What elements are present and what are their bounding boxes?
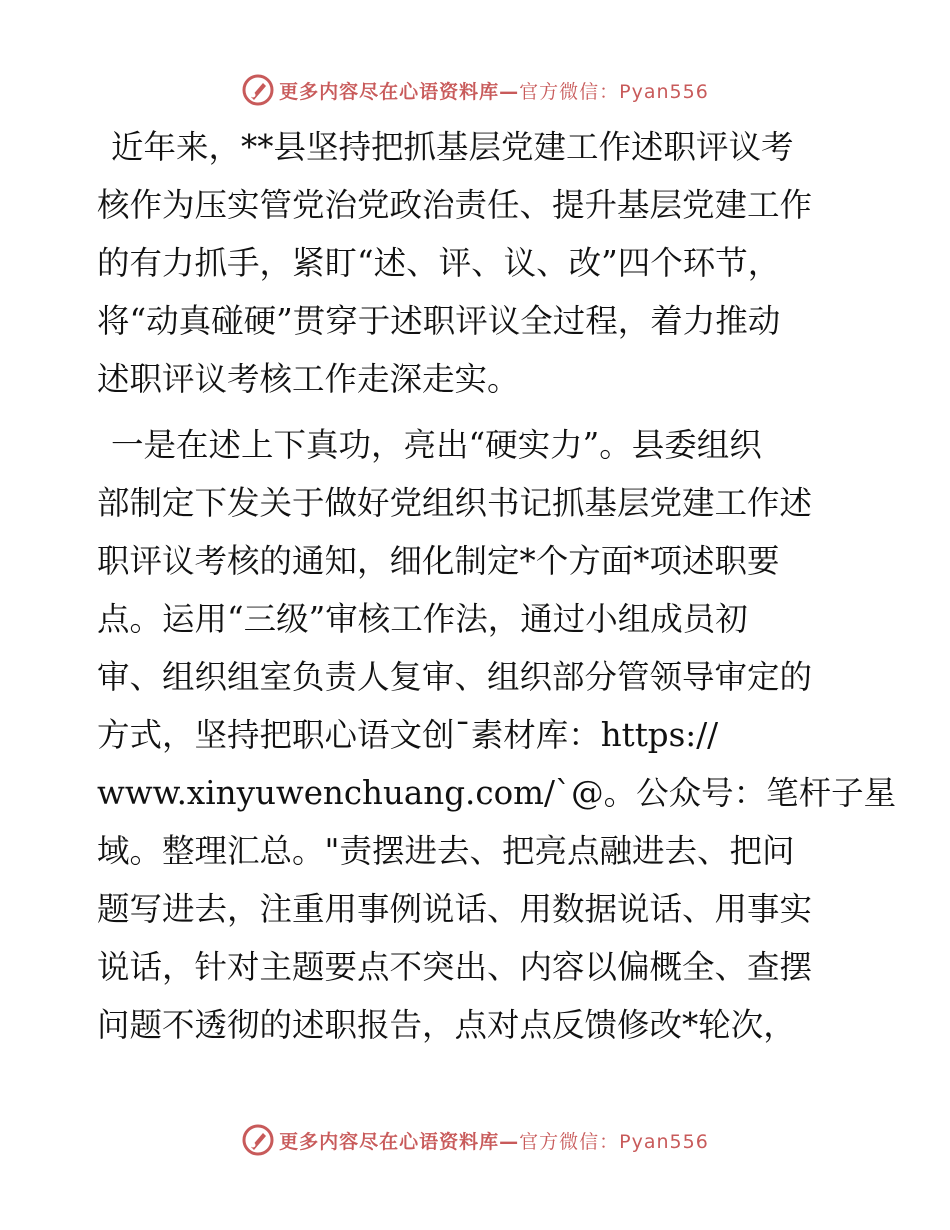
text-line: 近年来，**县坚持把抓基层党建工作述职评议考 (111, 128, 794, 166)
text-line: 审、组织组室负责人复审、组织部分管领导审定的 (97, 658, 813, 696)
text-line: 的有力抓手，紧盯“述、评、议、改”四个环节， (97, 244, 781, 282)
text-line: 一是在述上下真功，亮出“硬实力”。县委组织 (111, 426, 762, 464)
text-line: www.xinyuwenchuang.com/ˋ@。公众号：笔杆子星 (97, 774, 897, 812)
pen-logo-icon (241, 73, 275, 107)
text-line: 题写进去，注重用事例说话、用数据说话、用事实 (97, 890, 813, 928)
text-line: 点。运用“三级”审核工作法，通过小组成员初 (97, 600, 748, 638)
header-banner (0, 70, 950, 110)
text-line: 职评议考核的通知，细化制定*个方面*项述职要 (97, 542, 780, 580)
paragraph-point-one (97, 416, 897, 1054)
text-line: 说话，针对主题要点不突出、内容以偏概全、查摆 (97, 948, 813, 986)
footer-banner (0, 1120, 950, 1160)
document-body (97, 118, 897, 1054)
text-line: 将“动真碰硬”贯穿于述职评议全过程，着力推动 (97, 302, 781, 340)
pen-logo-icon (241, 1123, 275, 1157)
text-line: 方式，坚持把职心语文创¯素材库：https:// (97, 716, 719, 754)
paragraph-intro (97, 118, 857, 408)
text-line: 域。整理汇总。"责摆进去、把亮点融进去、把问 (97, 832, 795, 870)
banner-text: 更多内容尽在心语资料库—官方微信：Pyan556 (279, 1130, 709, 1153)
text-line: 问题不透彻的述职报告，点对点反馈修改*轮次， (97, 1006, 796, 1044)
banner-text: 更多内容尽在心语资料库—官方微信：Pyan556 (279, 80, 709, 103)
text-line: 核作为压实管党治党政治责任、提升基层党建工作 (97, 186, 813, 224)
text-line: 述职评议考核工作走深走实。 (97, 360, 520, 398)
text-line: 部制定下发关于做好党组织书记抓基层党建工作述 (97, 484, 813, 522)
